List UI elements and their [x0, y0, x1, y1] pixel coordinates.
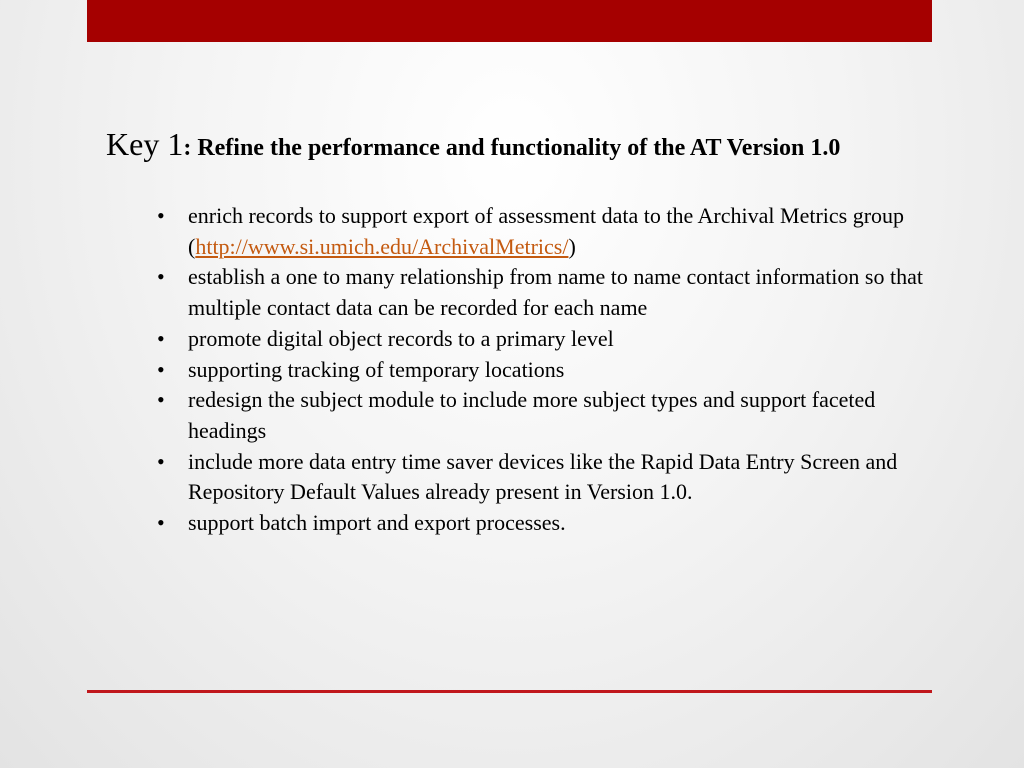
- title-text: Refine the performance and functionality of the AT Version 1.0: [197, 135, 841, 161]
- bullet-text: supporting tracking of temporary locations: [188, 356, 565, 382]
- footer-rule: [87, 690, 932, 693]
- bullet-icon: •: [157, 325, 165, 351]
- bullet-icon: •: [157, 510, 165, 536]
- bullet-text: include more data entry time saver devices like the Rapid Data Entry Screen and Repository Default Values already present in Version 1.0.: [188, 448, 898, 505]
- header-accent-bar: [87, 0, 932, 42]
- bullet-icon: •: [157, 387, 165, 413]
- title-key: Key 1: [106, 126, 184, 162]
- archival-metrics-link[interactable]: http://www.si.umich.edu/ArchivalMetrics/: [195, 233, 569, 259]
- list-item: [157, 508, 932, 539]
- bullet-text: support batch import and export processes.: [188, 510, 566, 536]
- bullet-text: establish a one to many relationship from name to name contact information so that multiple contact data can be recorded for each name: [188, 264, 923, 321]
- bullet-list: [106, 201, 932, 539]
- bullet-text-end: ): [568, 233, 576, 259]
- list-item: [157, 447, 932, 508]
- slide-content: [106, 128, 932, 539]
- bullet-icon: •: [157, 264, 165, 290]
- list-item: [157, 262, 932, 323]
- bullet-text: enrich records to support export of assessment data to the Archival Metrics group (: [188, 203, 905, 259]
- list-item: [157, 385, 932, 446]
- list-item: [157, 201, 932, 262]
- bullet-icon: •: [157, 203, 165, 228]
- title-colon: :: [183, 135, 198, 161]
- list-item: [157, 355, 932, 386]
- bullet-text: promote digital object records to a primary level: [188, 325, 614, 351]
- bullet-icon: •: [157, 448, 165, 474]
- bullet-text: redesign the subject module to include more subject types and support faceted headings: [188, 387, 876, 443]
- bullet-icon: •: [157, 356, 165, 382]
- slide-title: [106, 128, 932, 165]
- list-item: [157, 324, 932, 355]
